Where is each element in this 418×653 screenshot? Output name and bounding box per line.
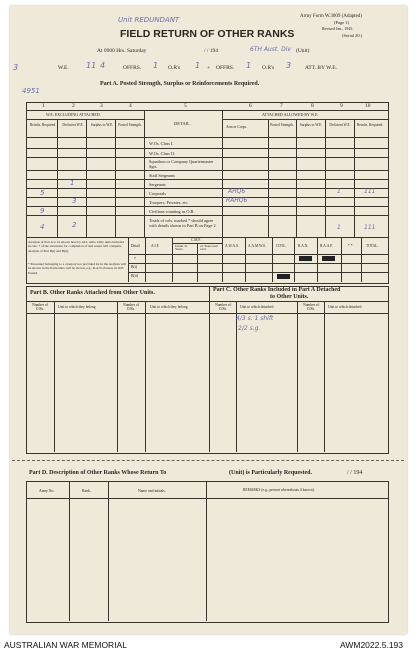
analysis-header: A.I.F. — [151, 244, 160, 248]
analysis-header: Under 21 Years. — [175, 244, 188, 252]
part-c-entry: 2/2 s.g. — [238, 325, 261, 332]
part-d-title-2: (Unit) is Particularly Requested. — [229, 470, 312, 476]
revised-date: Revised Jan., 1945. — [322, 26, 354, 31]
ors-value: 1 — [195, 61, 201, 70]
redaction-block — [322, 256, 335, 261]
right-header: Arm or Corps. — [226, 125, 247, 129]
handwritten-entry: 3 — [72, 197, 77, 205]
part-c-title: Part C. Other Ranks Included in Part A Detached — [213, 287, 341, 293]
we-excluding-header: W.E. EXCLUDING ATTACHED. — [46, 112, 101, 117]
analysis-header: R.A.N. — [298, 244, 309, 248]
date-mask: / / 194 — [204, 48, 219, 54]
redaction-block — [277, 274, 290, 279]
right-header: Surplus to W.E. — [299, 123, 323, 127]
analysis-header: * * — [348, 244, 353, 248]
handwritten-entry: 9 — [40, 207, 45, 215]
row-label: Squadron or Company Quartermaster Sgts. — [149, 159, 214, 169]
col-number: 3 — [100, 103, 103, 109]
form-number: Army Form W.3009 (Adapted) — [300, 14, 362, 19]
row-label: Corporals — [149, 191, 166, 196]
handwritten-entry: 4 — [40, 223, 45, 231]
handwritten-entry: 111 — [364, 188, 376, 195]
attached-header: ATTACHED ALLOWED BY W.E. — [262, 112, 319, 117]
handwritten-entry: AHQ6 — [228, 188, 246, 195]
part-c-header: Number of O.Rs. — [303, 303, 319, 311]
handwritten-entry: RAHQ6 — [226, 197, 248, 204]
unit-stamp: Unit REDUNDANT — [118, 16, 180, 24]
ors-label-2: O.R's — [262, 65, 275, 71]
right-header: Posted Strength. — [270, 123, 294, 127]
plus-sign: + — [207, 65, 211, 71]
handwritten-entry: 1 — [337, 224, 341, 231]
analysis-header: TOTAL. — [366, 244, 379, 248]
part-d-header: Army No. — [39, 489, 55, 493]
part-a-title: Part A. Posted Strength, Surplus or Reinforcements Required. — [100, 81, 260, 87]
we-value: 11 — [86, 61, 97, 70]
we-label: W.E. — [58, 65, 69, 71]
left-header: Deficient W.E. — [62, 123, 84, 127]
part-b-header: Number of O.Rs. — [32, 303, 48, 311]
we-month: 4 — [100, 61, 106, 70]
analysis-row-label: * — [134, 256, 136, 261]
part-c-title-2: to Other Units. — [270, 294, 309, 300]
part-b-header: Number of O.Rs. — [123, 303, 139, 311]
row-label: W.Os. Class I. — [149, 141, 174, 146]
part-d-header: REMARKS (e.g., present whereabouts if known). — [243, 488, 315, 492]
handwritten-entry: 5 — [40, 189, 45, 197]
serial-number: (Serial 20.) — [342, 33, 363, 38]
part-b-header: Unit to which they belong — [150, 305, 188, 309]
offrs-value: 1 — [153, 61, 159, 70]
row-label: Sergeants — [149, 182, 166, 187]
handwritten-entry: 2 — [72, 221, 77, 229]
ors2-value: 3 — [286, 61, 292, 70]
col-number: 5 — [184, 103, 187, 109]
handwritten-entry: 111 — [364, 224, 376, 231]
analysis-header: CIVIL. — [276, 244, 287, 248]
part-c-entry: 4/3 s. 1 shift — [236, 315, 274, 322]
row-label: Troopers, Privates, etc. — [149, 200, 189, 205]
col-number: 8 — [311, 103, 314, 109]
unit-name-handwritten: 6TH Aust. Div — [250, 46, 291, 53]
row-label: Staff Sergeants — [149, 173, 175, 178]
col-number: 6 — [249, 103, 252, 109]
row-label: Civilians counting as O.R. — [149, 209, 195, 214]
left-header: Posted Strength. — [118, 123, 142, 127]
part-c-header: Number of O.Rs. — [215, 303, 231, 311]
col-number: 4 — [129, 103, 132, 109]
footer-source: AUSTRALIAN WAR MEMORIAL — [4, 640, 127, 650]
att-by-we: ATT. BY W.E. — [305, 65, 337, 71]
left-header: Surplus to W.E. — [90, 123, 114, 127]
part-b-title: Part B. Other Ranks Attached from Other Units. — [30, 290, 155, 296]
ors-label: O.R's — [168, 65, 181, 71]
analysis-header: R.A.A.F. — [320, 244, 333, 248]
unit-label: (Unit) — [296, 48, 310, 54]
footer-accession: AWM2022.5.193 — [340, 640, 403, 650]
handwritten-entry: 1 — [337, 188, 341, 195]
detail-header: DETAIL. — [174, 121, 192, 126]
margin-mark: 3 — [13, 63, 19, 72]
part-d-header: Name and initials. — [138, 489, 166, 493]
part-d-header: Rank. — [82, 489, 91, 493]
offrs2-value: 1 — [246, 61, 252, 70]
col-number: 2 — [72, 103, 75, 109]
row-label: W.Os. Class II. — [149, 151, 175, 156]
part-d-title: Part D. Description of Other Ranks Whose Return To — [29, 470, 167, 476]
analysis-row-label: B(ii) — [131, 274, 139, 278]
part-c-header: Unit to which detached — [328, 305, 362, 309]
row-label: Totals of cols. marked * should agree with details shown in Part B on Page 2 — [149, 218, 216, 229]
cmf-header: C.M.F. — [191, 238, 201, 242]
margin-number: 4951 — [22, 87, 40, 95]
analysis-header: A.W.A.S. — [225, 244, 239, 248]
part-bc-table — [26, 286, 389, 454]
at-line: At 0900 Hrs. Saturday — [97, 48, 147, 54]
part-d-table — [26, 481, 389, 623]
analysis-row-label: B(i) — [131, 265, 138, 269]
offrs-label-2: OFFRS. — [216, 65, 235, 71]
handwritten-entry: 1 — [70, 179, 75, 187]
left-header: Reinfts. Required. — [29, 123, 57, 127]
analysis-header: A.A.M.W.S. — [248, 244, 266, 248]
redaction-block — [299, 256, 312, 261]
perforation-line — [12, 460, 404, 461]
analysis-note-2: * Personnel belonging to a category not provided for in the analysis will be shown in the Particulars will be shown, e.g., R.A.N. Posted, in W.E. Posted. — [28, 262, 126, 275]
part-c-header: Unit to which detached — [240, 305, 274, 309]
col-number: 7 — [280, 103, 283, 109]
analysis-header: Detail — [131, 244, 140, 248]
right-header: Reinfts. Required. — [356, 123, 384, 127]
right-header: Deficient W.E. — [329, 123, 351, 127]
col-number: 9 — [340, 103, 343, 109]
col-number: 1 — [42, 103, 45, 109]
analysis-header: 21 Years and over. — [200, 244, 218, 252]
col-number: 10 — [365, 103, 371, 109]
part-b-header: Unit to which they belong — [58, 305, 96, 309]
page-number: (Page 1) — [334, 20, 350, 25]
analysis-note: Analysis of Part A to be shown here by ALL units. Only units included in cats. 7 of the structures for completion of this return will complete analysis of Part B(i) and B(ii). — [28, 240, 124, 253]
offrs-label: OFFRS. — [123, 65, 142, 71]
page-title: FIELD RETURN OF OTHER RANKS — [120, 28, 295, 40]
part-d-date: / / 194 — [347, 470, 363, 476]
